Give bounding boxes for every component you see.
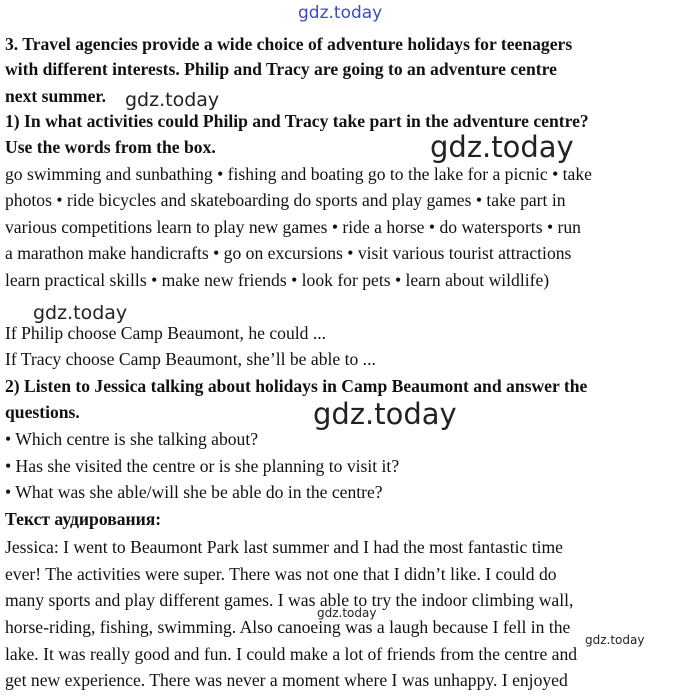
watermark-middle: gdz.today: [313, 397, 457, 431]
prompt-tracy: If Tracy choose Camp Beaumont, she’ll be able to ...: [5, 349, 376, 369]
transcript-line-5: lake. It was really good and fun. I could make a lot of friends from the centre and: [5, 644, 578, 664]
word-box-line-5: learn practical skills • make new friends • look for pets • learn about wildlife): [5, 270, 550, 290]
word-box-line-4: a marathon make handicrafts • go on excursions • visit various tourist attractions: [5, 243, 572, 263]
question-2-line-1: 2) Listen to Jessica talking about holidays in Camp Beaumont and answer the: [5, 376, 588, 396]
word-box-line-1: go swimming and sunbathing • fishing and boating go to the lake for a picnic • take: [5, 164, 592, 184]
transcript-line-3: many sports and play different games. I was able to try the indoor climbing wall,: [5, 590, 574, 610]
question-2-line-2: questions.: [5, 402, 80, 422]
task-heading-line-2: with different interests. Philip and Tracy are going to an adventure centre: [5, 59, 557, 79]
task-heading-line-3: next summer.: [5, 86, 106, 106]
watermark-bottom-right: gdz.today: [585, 633, 645, 647]
transcript-line-1: Jessica: I went to Beaumont Park last summer and I had the most fantastic time: [5, 537, 563, 557]
transcript-line-4: horse-riding, fishing, swimming. Also canoeing was a laugh because I fell in the: [5, 617, 571, 637]
watermark-transcript: gdz.today: [317, 606, 377, 620]
bullet-question-1: • Which centre is she talking about?: [5, 429, 259, 449]
question-1-line-1: 1) In what activities could Philip and Tracy take part in the adventure centre?: [5, 111, 589, 131]
prompt-philip: If Philip choose Camp Beaumont, he could ...: [5, 323, 327, 343]
bullet-question-2: • Has she visited the centre or is she planning to visit it?: [5, 456, 400, 476]
word-box-line-2: photos • ride bicycles and skateboarding do sports and play games • take part in: [5, 190, 566, 210]
task-heading-line-1: 3. Travel agencies provide a wide choice of adventure holidays for teenagers: [5, 34, 573, 54]
watermark-box: gdz.today: [430, 130, 574, 164]
word-box-line-3: various competitions learn to play new games • ride a horse • do watersports • run: [5, 217, 581, 237]
watermark-prompt: gdz.today: [33, 302, 128, 324]
transcript-line-2: ever! The activities were super. There was not one that I didn’t like. I could do: [5, 564, 557, 584]
transcript-line-6: get new experience. There was never a moment where I was unhappy. I enjoyed: [5, 670, 568, 690]
watermark-top: gdz.today: [298, 3, 383, 23]
question-1-line-2: Use the words from the box.: [5, 137, 216, 157]
transcript-title: Текст аудирования:: [5, 509, 162, 529]
watermark-heading: gdz.today: [125, 89, 220, 111]
bullet-question-3: • What was she able/will she be able do in the centre?: [5, 482, 383, 502]
